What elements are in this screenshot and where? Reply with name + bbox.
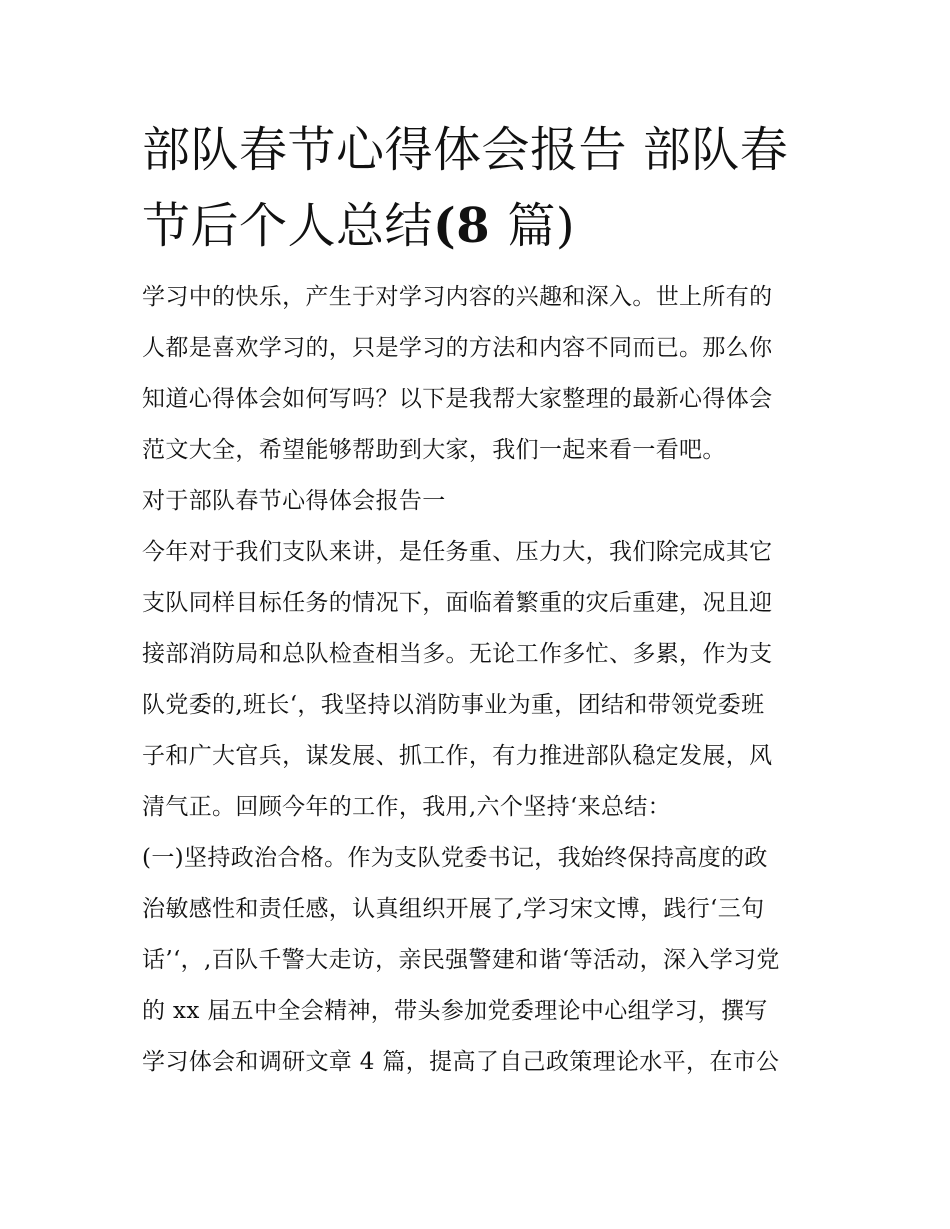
title-count: (8	[433, 198, 508, 254]
text-line: 话’‘，,百队千警大走访，亲民强警建和谐‘等活动，深入学习党	[142, 947, 780, 973]
body-paragraph	[142, 527, 814, 833]
text-line: 清气正。回顾今年的工作，我用,六个坚持‘来总结：	[142, 794, 672, 820]
text-line: 今年对于我们支队来讲，是任务重、压力大，我们除完成其它	[142, 539, 773, 565]
text-line: (一)坚持政治合格。作为支队党委书记，我始终保持高度的政	[142, 845, 768, 871]
document-title	[142, 112, 814, 264]
document-content	[142, 112, 814, 1088]
text-line: 学习体会和调研文章 4 篇，提高了自己政策理论水平，在市公	[142, 1049, 780, 1075]
section-heading-text: 对于部队春节心得体会报告一	[142, 488, 446, 514]
item-paragraph	[142, 833, 814, 1088]
title-line-1: 部队春节心得体会报告 部队春	[142, 122, 789, 178]
text-line: 支队同样目标任务的情况下，面临着繁重的灾后重建，况且迎	[142, 590, 773, 616]
text-line: 人都是喜欢学习的，只是学习的方法和内容不同而已。那么你	[142, 335, 773, 361]
title-line-2-prefix: 节后个人总结	[142, 198, 434, 254]
text-line: 的 xx 届五中全会精神，带头参加党委理论中心组学习，撰写	[142, 998, 768, 1024]
text-line: 接部消防局和总队检查相当多。无论工作多忙、多累，作为支	[142, 641, 773, 667]
text-line: 学习中的快乐，产生于对学习内容的兴趣和深入。世上所有的	[142, 284, 773, 310]
text-line: 子和广大官兵，谋发展、抓工作，有力推进部队稳定发展，风	[142, 743, 773, 769]
text-line: 知道心得体会如何写吗？以下是我帮大家整理的最新心得体会	[142, 386, 773, 412]
title-line-2-suffix: 篇)	[507, 198, 576, 254]
text-line: 队党委的,班长‘，我坚持以消防事业为重，团结和带领党委班	[142, 692, 765, 718]
text-line: 范文大全，希望能够帮助到大家，我们一起来看一看吧。	[142, 437, 726, 463]
title-line-2	[142, 188, 814, 264]
text-line: 治敏感性和责任感，认真组织开展了,学习宋文博，践行‘三句	[142, 896, 765, 922]
intro-paragraph	[142, 272, 814, 476]
section-heading	[142, 476, 814, 527]
